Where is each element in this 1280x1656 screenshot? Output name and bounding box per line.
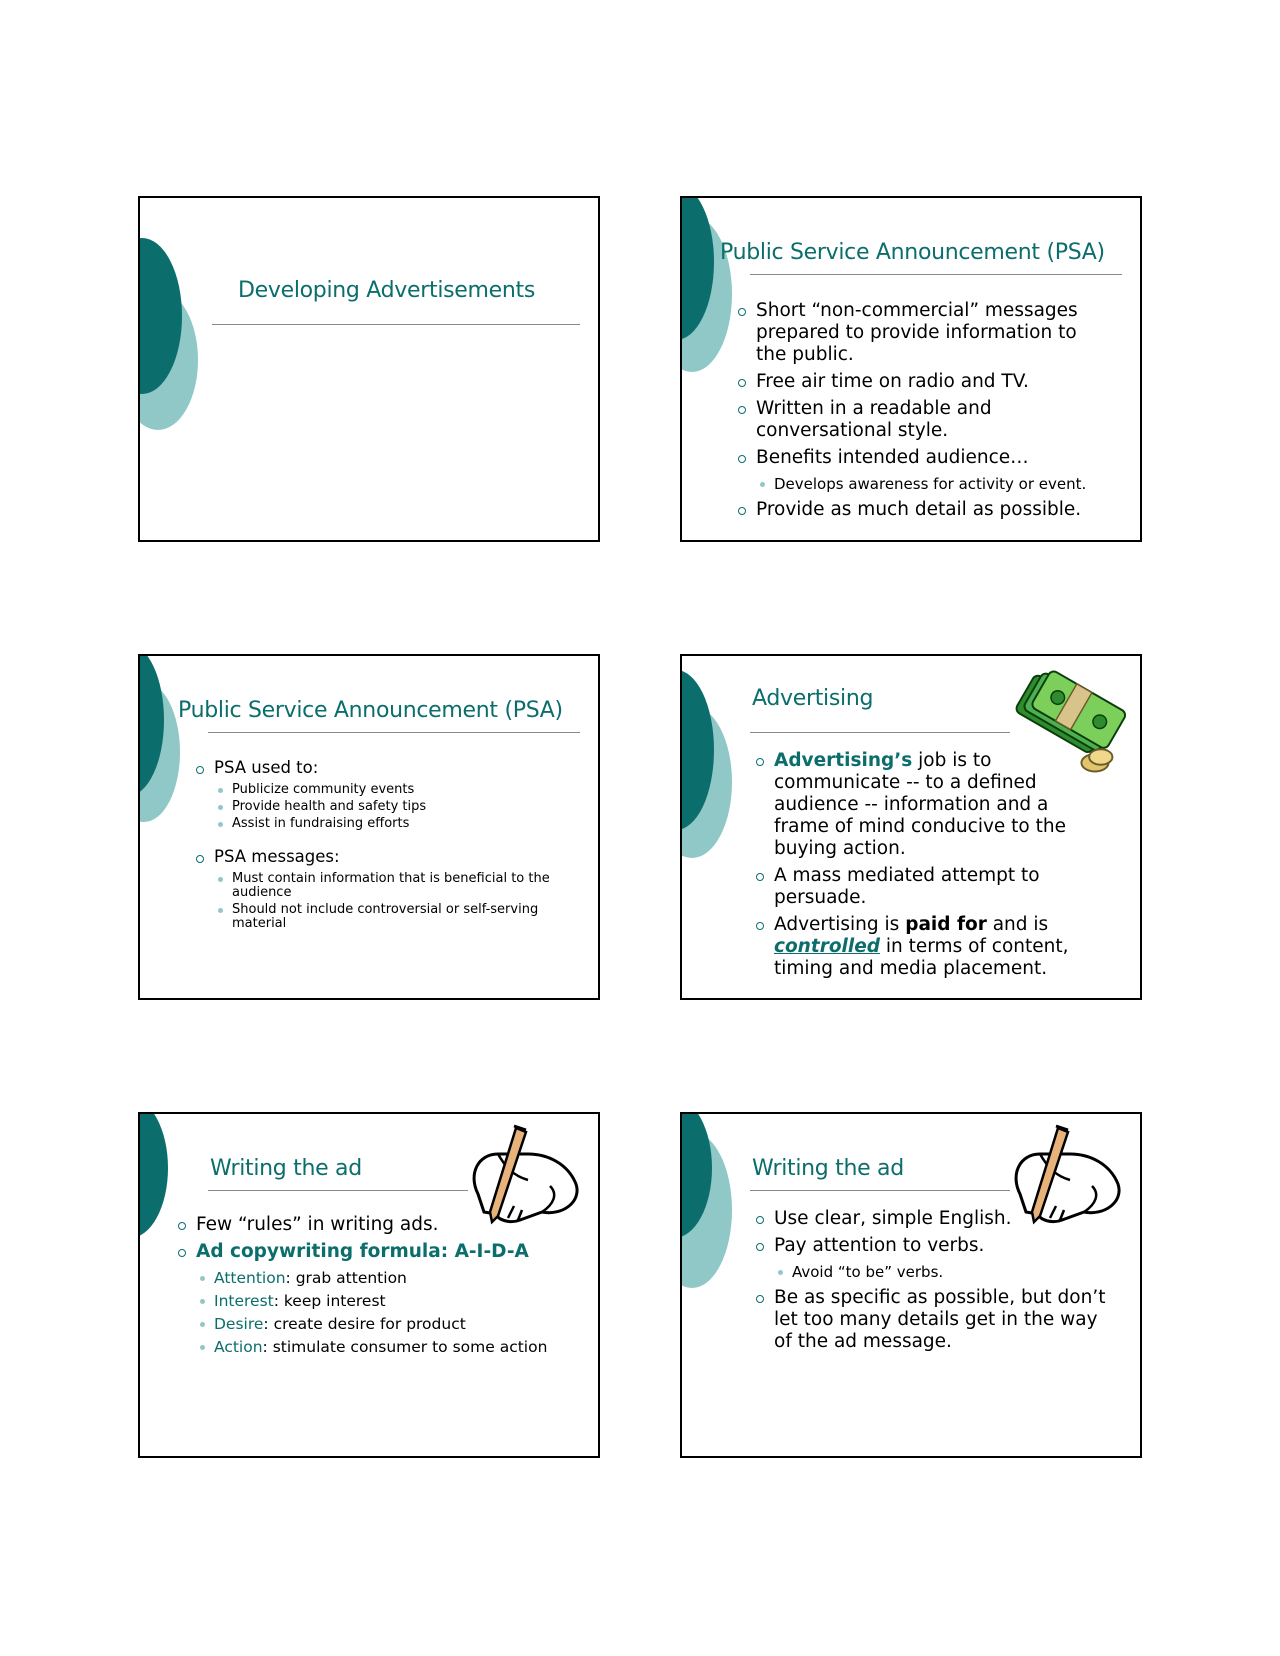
title-rule <box>750 1190 1010 1191</box>
slide-body <box>738 300 1108 526</box>
bullet: Pay attention to verbs. <box>756 1235 1108 1257</box>
bullet: Written in a readable and conversational style. <box>738 398 1108 442</box>
sub-bullet: Assist in fundraising efforts <box>218 817 566 831</box>
bullet-text: Advertising is <box>774 914 906 935</box>
aida-key: Interest <box>214 1292 274 1310</box>
sub-bullet: Provide health and safety tips <box>218 800 566 814</box>
slide-decoration <box>140 198 220 542</box>
aida-key: Desire <box>214 1315 264 1333</box>
aida-key: Attention <box>214 1269 286 1287</box>
title-rule <box>212 324 580 325</box>
sub-bullet: Must contain information that is beneficial to the audience <box>218 872 566 900</box>
bullet <box>756 750 1108 860</box>
slide-3 <box>138 654 600 1000</box>
slide-title: Writing the ad <box>210 1156 362 1181</box>
bullet: PSA messages: <box>196 847 566 867</box>
sub-bullet <box>200 1291 578 1311</box>
bullet: Short “non-commercial” messages prepared to provide information to the public. <box>738 300 1108 366</box>
aida-text: : create desire for product <box>263 1315 466 1333</box>
bullet-link[interactable]: controlled <box>774 936 880 957</box>
sub-bullet: Develops awareness for activity or event. <box>760 474 1108 494</box>
slide-1 <box>138 196 600 542</box>
slide-title: Advertising <box>752 686 874 711</box>
bullet: A mass mediated attempt to persuade. <box>756 865 1108 909</box>
bullet: Use clear, simple English. <box>756 1208 1108 1230</box>
slide-decoration <box>682 656 762 1000</box>
aida-key: Action <box>214 1338 263 1356</box>
bullet-text: and is <box>986 914 1049 935</box>
slide-title: Public Service Announcement (PSA) <box>178 698 563 723</box>
sub-bullet: Should not include controversial or self-serving material <box>218 903 566 931</box>
slide-title: Public Service Announcement (PSA) <box>720 240 1105 265</box>
slide-2 <box>680 196 1142 542</box>
bullet: PSA used to: <box>196 758 566 778</box>
title-rule <box>208 732 580 733</box>
bullet-text: in terms of content, timing and media placement. <box>774 936 1069 979</box>
slide-body <box>756 750 1108 985</box>
bullet: Free air time on radio and TV. <box>738 371 1108 393</box>
bullet-text: job is to communicate -- to a defined audience -- information and a frame of mind conducive to the buying action. <box>774 750 1066 859</box>
bullet: Few “rules” in writing ads. <box>178 1214 578 1236</box>
slide-body <box>178 1214 578 1360</box>
slide-5 <box>138 1112 600 1458</box>
sub-bullet: Publicize community events <box>218 783 566 797</box>
aida-text: : grab attention <box>285 1269 407 1287</box>
bullet: Benefits intended audience… <box>738 447 1108 469</box>
slide-4 <box>680 654 1142 1000</box>
slide-body <box>196 758 566 934</box>
bullet-keyword: Advertising’s <box>774 750 913 771</box>
sub-bullet: Avoid “to be” verbs. <box>778 1262 1108 1282</box>
slide-body <box>756 1208 1108 1358</box>
slide-title: Writing the ad <box>752 1156 904 1181</box>
title-rule <box>750 274 1122 275</box>
title-rule <box>208 1190 468 1191</box>
sub-bullet <box>200 1268 578 1288</box>
slide-title: Developing Advertisements <box>238 278 536 303</box>
slide-decoration <box>682 1114 762 1458</box>
slide-6 <box>680 1112 1142 1458</box>
bullet-emphasis: paid for <box>905 914 987 935</box>
aida-text: : stimulate consumer to some action <box>262 1338 548 1356</box>
sub-bullet <box>200 1337 578 1357</box>
aida-text: : keep interest <box>273 1292 386 1310</box>
title-rule <box>750 732 1010 733</box>
bullet: Provide as much detail as possible. <box>738 499 1108 521</box>
bullet: Ad copywriting formula: A-I-D-A <box>178 1241 578 1263</box>
bullet: Be as specific as possible, but don’t let too many details get in the way of the ad message. <box>756 1287 1108 1353</box>
bullet <box>756 914 1108 980</box>
sub-bullet <box>200 1314 578 1334</box>
